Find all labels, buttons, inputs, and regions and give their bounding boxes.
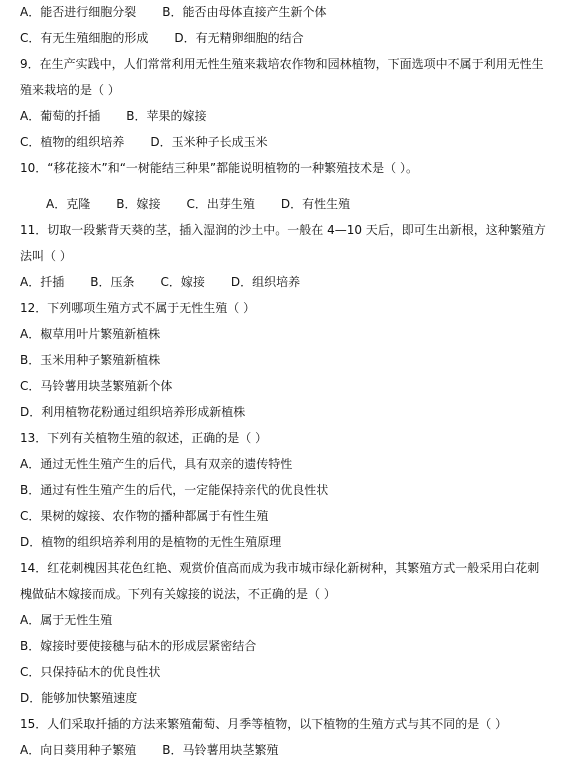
options-row (20, 274, 300, 290)
options-row (20, 108, 206, 124)
answer-option: C．出芽生殖 (186, 197, 255, 211)
text-line: C．马铃薯用块茎繁殖新个体 (20, 379, 173, 393)
answer-option: C．有无生殖细胞的形成 (20, 31, 149, 45)
text-line: C．只保持砧木的优良性状 (20, 665, 161, 679)
answer-option: A．扦插 (20, 275, 65, 289)
answer-option: B．压条 (90, 275, 135, 289)
answer-option: B．能否由母体直接产生新个体 (162, 5, 327, 19)
answer-option: D．玉米种子长成玉米 (150, 135, 268, 149)
text-line: 9．在生产实践中，人们常常利用无性生殖来栽培农作物和园林植物，下面选项中不属于利用无性生 (20, 57, 544, 71)
answer-option: D．组织培养 (230, 275, 301, 289)
options-row (20, 4, 326, 20)
text-line: 14．红花刺槐因其花色红艳、观赏价值高而成为我市城市绿化新树种，其繁殖方式一般采用白花刺 (20, 561, 540, 575)
text-line: A．通过无性生殖产生的后代，具有双亲的遗传特性 (20, 457, 293, 471)
text-line: 13．下列有关植物生殖的叙述，正确的是（ ） (20, 431, 268, 445)
answer-option: D．有无精卵细胞的结合 (174, 31, 304, 45)
text-line: A．椒草用叶片繁殖新植株 (20, 327, 161, 341)
text-line: A．属于无性生殖 (20, 613, 113, 627)
answer-option: A．能否进行细胞分裂 (20, 5, 137, 19)
text-line: B．通过有性生殖产生的后代，一定能保持亲代的优良性状 (20, 483, 329, 497)
text-line: D．植物的组织培养利用的是植物的无性生殖原理 (20, 535, 282, 549)
answer-option: C．植物的组织培养 (20, 135, 125, 149)
text-line: D．利用植物花粉通过组织培养形成新植株 (20, 405, 246, 419)
text-line: 12．下列哪项生殖方式不属于无性生殖（ ） (20, 301, 256, 315)
options-row (20, 742, 278, 758)
answer-option: C．嫁接 (160, 275, 205, 289)
answer-option: B．苹果的嫁接 (126, 109, 207, 123)
text-line: 法叫（ ） (20, 249, 72, 263)
text-line: B．玉米用种子繁殖新植株 (20, 353, 161, 367)
text-line: 11．切取一段紫背天葵的茎，插入湿润的沙土中。一般在 4—10 天后，即可生出新根，这种繁殖方 (20, 223, 546, 237)
text-line: 槐做砧木嫁接而成。下列有关嫁接的说法，不正确的是（ ） (20, 587, 336, 601)
options-row (20, 30, 304, 46)
text-line: B．嫁接时要使接穗与砧木的形成层紧密结合 (20, 639, 257, 653)
text-line: 15．人们采取扦插的方法来繁殖葡萄、月季等植物，以下植物的生殖方式与其不同的是（ ） (20, 717, 508, 731)
answer-option: B．嫁接 (116, 197, 161, 211)
options-row (46, 196, 350, 212)
text-line: 殖来栽培的是（ ） (20, 83, 120, 97)
text-line: C．果树的嫁接、农作物的播种都属于有性生殖 (20, 509, 269, 523)
text-line: D．能够加快繁殖速度 (20, 691, 138, 705)
text-line: 10．“移花接木”和“一树能结三种果”都能说明植物的一种繁殖技术是（ ）。 (20, 161, 418, 175)
answer-option: A．葡萄的扦插 (20, 109, 101, 123)
options-row (20, 134, 268, 150)
answer-option: A．克隆 (46, 197, 91, 211)
answer-option: D．有性生殖 (280, 197, 351, 211)
answer-option: B．马铃薯用块茎繁殖 (162, 743, 279, 757)
answer-option: A．向日葵用种子繁殖 (20, 743, 137, 757)
